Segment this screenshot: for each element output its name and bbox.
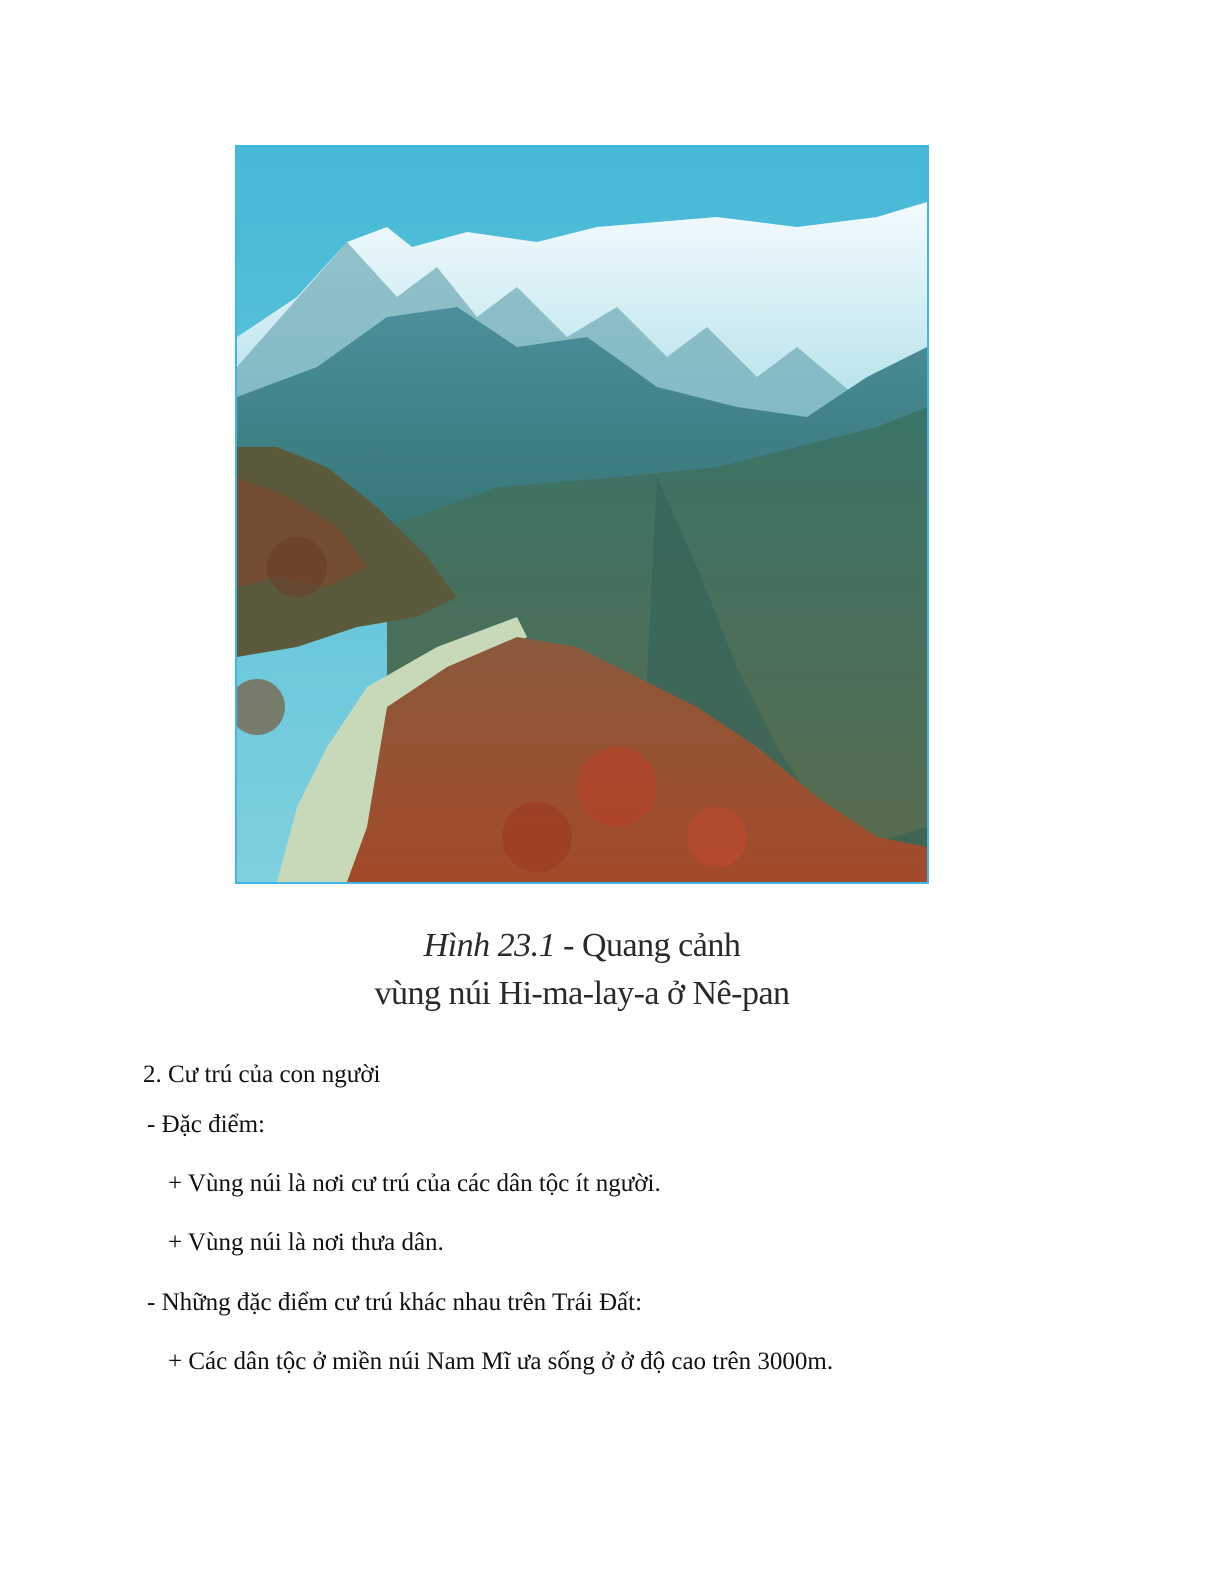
feature-point-1: + Vùng núi là nơi cư trú của các dân tộc ít người. xyxy=(168,1170,661,1197)
differences-label: - Những đặc điểm cư trú khác nhau trên Trái Đất: xyxy=(147,1289,643,1316)
mountain-photo xyxy=(235,145,929,884)
caption-line-1 xyxy=(235,922,929,970)
figure-caption xyxy=(235,922,929,1018)
himalaya-landscape-image xyxy=(237,147,927,882)
figure-number: Hình 23.1 xyxy=(423,927,556,964)
section-heading: 2. Cư trú của con người xyxy=(143,1061,381,1088)
differences-point-1: + Các dân tộc ở miền núi Nam Mĩ ưa sống ở ở độ cao trên 3000m. xyxy=(168,1348,834,1375)
caption-line-2: vùng núi Hi-ma-lay-a ở Nê-pan xyxy=(374,975,790,1012)
caption-title-part-1: - Quang cảnh xyxy=(555,927,741,964)
feature-label: - Đặc điểm: xyxy=(147,1111,266,1138)
feature-point-2: + Vùng núi là nơi thưa dân. xyxy=(168,1229,444,1256)
